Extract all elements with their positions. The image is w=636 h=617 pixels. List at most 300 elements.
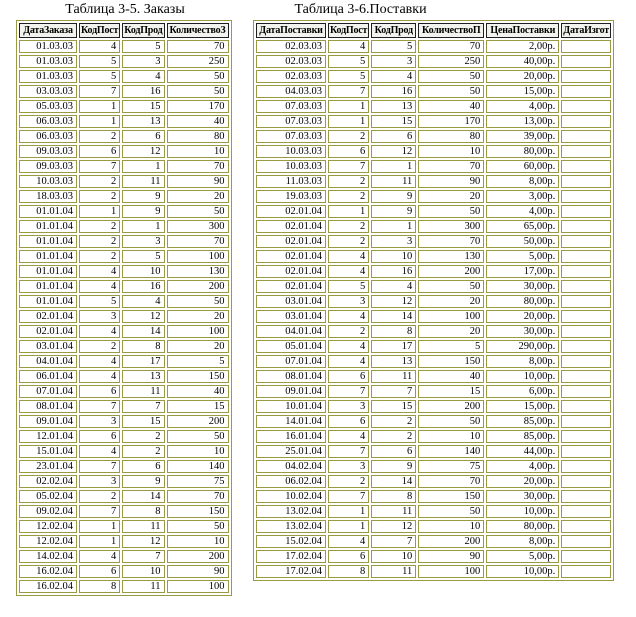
cell: 14	[371, 310, 416, 323]
cell: 15	[122, 415, 164, 428]
cell: 8	[371, 490, 416, 503]
column-header: ДатаИзгот	[563, 25, 609, 36]
cell	[561, 265, 611, 278]
cell: 06.02.04	[256, 475, 326, 488]
cell: 200	[167, 415, 229, 428]
cell: 20,00р.	[486, 70, 559, 83]
cell: 4	[328, 310, 369, 323]
supplies-table-section	[253, 1, 614, 581]
table-row	[256, 550, 611, 563]
cell: 300	[167, 220, 229, 233]
cell: 6	[328, 145, 369, 158]
orders-table-title: Таблица 3-5. Заказы	[65, 2, 185, 17]
cell: 09.03.03	[19, 160, 77, 173]
cell: 15	[167, 400, 229, 413]
cell	[561, 370, 611, 383]
cell: 07.03.03	[256, 130, 326, 143]
cell: 7	[79, 85, 120, 98]
cell: 16	[122, 280, 164, 293]
cell: 30,00р.	[486, 280, 559, 293]
cell: 17	[371, 340, 416, 353]
cell: 5	[122, 40, 164, 53]
cell: 10	[167, 445, 229, 458]
cell: 100	[418, 565, 484, 578]
cell: 03.01.04	[19, 340, 77, 353]
cell: 70	[418, 475, 484, 488]
cell: 12	[371, 295, 416, 308]
cell: 6	[371, 445, 416, 458]
table-row	[256, 280, 611, 293]
cell: 12	[371, 145, 416, 158]
cell: 01.01.04	[19, 295, 77, 308]
cell: 6	[79, 385, 120, 398]
cell: 9	[371, 460, 416, 473]
cell: 9	[122, 475, 164, 488]
cell: 60,00р.	[486, 160, 559, 173]
cell	[561, 400, 611, 413]
cell: 80,00р.	[486, 295, 559, 308]
cell: 80,00р.	[486, 145, 559, 158]
cell: 09.01.04	[256, 385, 326, 398]
cell: 20	[418, 325, 484, 338]
table-row	[19, 340, 229, 353]
table-row	[256, 190, 611, 203]
table-row	[256, 160, 611, 173]
cell: 7	[328, 160, 369, 173]
cell: 4	[328, 250, 369, 263]
cell: 10	[122, 565, 164, 578]
cell: 3,00р.	[486, 190, 559, 203]
table-row	[256, 220, 611, 233]
cell: 40,00р.	[486, 55, 559, 68]
table-row	[19, 265, 229, 278]
table-row	[256, 370, 611, 383]
cell: 20	[418, 295, 484, 308]
cell: 2	[122, 430, 164, 443]
cell: 4	[79, 40, 120, 53]
table-row	[19, 325, 229, 338]
table-row	[256, 310, 611, 323]
table-row	[19, 220, 229, 233]
cell: 4	[328, 40, 369, 53]
cell	[561, 325, 611, 338]
cell: 2	[328, 475, 369, 488]
cell: 10.03.03	[19, 175, 77, 188]
cell: 16	[122, 85, 164, 98]
cell: 150	[167, 370, 229, 383]
cell: 15	[371, 400, 416, 413]
cell: 15	[122, 100, 164, 113]
cell: 02.03.03	[256, 40, 326, 53]
table-row	[256, 355, 611, 368]
cell: 20	[418, 190, 484, 203]
cell: 05.03.03	[19, 100, 77, 113]
cell	[561, 160, 611, 173]
cell: 13.02.04	[256, 520, 326, 533]
cell: 08.01.04	[256, 370, 326, 383]
cell: 9	[371, 190, 416, 203]
cell: 10,00р.	[486, 370, 559, 383]
cell: 50	[167, 430, 229, 443]
cell	[561, 55, 611, 68]
cell: 02.03.03	[256, 70, 326, 83]
cell: 50	[167, 520, 229, 533]
table-row	[19, 280, 229, 293]
cell: 10,00р.	[486, 505, 559, 518]
table-row	[19, 550, 229, 563]
cell: 10	[167, 535, 229, 548]
column-header: КоличествоП	[418, 23, 484, 38]
cell: 6	[79, 430, 120, 443]
cell: 50	[167, 85, 229, 98]
cell: 100	[418, 310, 484, 323]
cell: 07.03.03	[256, 115, 326, 128]
cell: 75	[167, 475, 229, 488]
cell	[561, 40, 611, 53]
cell: 11	[122, 520, 164, 533]
cell: 11	[371, 370, 416, 383]
cell: 5,00р.	[486, 250, 559, 263]
table-row	[256, 430, 611, 443]
cell: 2	[122, 445, 164, 458]
cell: 7	[79, 505, 120, 518]
cell: 8,00р.	[486, 535, 559, 548]
cell: 7	[371, 535, 416, 548]
cell: 50	[167, 295, 229, 308]
table-row	[19, 145, 229, 158]
cell: 8	[328, 565, 369, 578]
cell: 4	[328, 535, 369, 548]
cell: 170	[418, 115, 484, 128]
cell: 130	[418, 250, 484, 263]
cell: 7	[79, 160, 120, 173]
cell: 14	[371, 475, 416, 488]
cell: 7	[328, 490, 369, 503]
cell: 12	[122, 145, 164, 158]
cell: 4	[79, 265, 120, 278]
cell: 39,00р.	[486, 130, 559, 143]
table-row	[19, 40, 229, 53]
cell	[561, 235, 611, 248]
cell: 10,00р.	[486, 565, 559, 578]
table-row	[256, 250, 611, 263]
table-row	[19, 310, 229, 323]
cell: 7	[328, 385, 369, 398]
cell	[561, 220, 611, 233]
cell: 6	[328, 415, 369, 428]
cell: 6,00р.	[486, 385, 559, 398]
cell: 80,00р.	[486, 520, 559, 533]
cell: 50	[167, 205, 229, 218]
header-row	[256, 23, 611, 38]
table-row	[19, 370, 229, 383]
cell: 2	[79, 235, 120, 248]
table-row	[19, 115, 229, 128]
cell: 2	[328, 190, 369, 203]
cell: 4	[79, 370, 120, 383]
cell: 8,00р.	[486, 355, 559, 368]
table-row	[19, 460, 229, 473]
table-row	[19, 175, 229, 188]
cell: 07.01.04	[19, 385, 77, 398]
cell: 01.01.04	[19, 250, 77, 263]
cell: 4,00р.	[486, 460, 559, 473]
cell: 6	[79, 565, 120, 578]
cell: 1	[79, 520, 120, 533]
cell: 20,00р.	[486, 310, 559, 323]
cell: 5	[79, 70, 120, 83]
cell: 25.01.04	[256, 445, 326, 458]
cell	[561, 460, 611, 473]
table-row	[256, 100, 611, 113]
cell: 19.03.03	[256, 190, 326, 203]
cell: 80	[167, 130, 229, 143]
table-row	[19, 520, 229, 533]
cell: 4	[122, 295, 164, 308]
cell: 2	[79, 250, 120, 263]
cell: 150	[167, 505, 229, 518]
table-row	[19, 295, 229, 308]
orders-table-section	[16, 1, 234, 596]
cell: 4	[328, 340, 369, 353]
cell	[561, 430, 611, 443]
cell: 3	[328, 400, 369, 413]
cell: 1	[79, 205, 120, 218]
cell: 03.03.03	[19, 85, 77, 98]
cell	[561, 355, 611, 368]
cell: 4,00р.	[486, 100, 559, 113]
cell: 03.01.04	[256, 310, 326, 323]
table-row	[19, 70, 229, 83]
cell	[561, 145, 611, 158]
cell: 4	[371, 70, 416, 83]
cell: 12.02.04	[19, 535, 77, 548]
cell: 200	[418, 535, 484, 548]
cell: 50	[167, 70, 229, 83]
cell: 11	[371, 565, 416, 578]
cell: 02.03.03	[256, 55, 326, 68]
cell	[561, 85, 611, 98]
cell: 5	[79, 295, 120, 308]
cell: 10.03.03	[256, 145, 326, 158]
cell: 1	[122, 220, 164, 233]
cell: 10	[418, 430, 484, 443]
cell: 01.01.04	[19, 280, 77, 293]
cell: 2	[371, 415, 416, 428]
cell: 13	[371, 100, 416, 113]
column-header: КоличествоЗ	[167, 23, 229, 38]
cell: 3	[328, 295, 369, 308]
cell: 11.03.03	[256, 175, 326, 188]
cell: 1	[328, 115, 369, 128]
cell: 4	[328, 355, 369, 368]
supplies-table-title: Таблица 3-6.Поставки	[294, 2, 427, 17]
cell: 04.03.03	[256, 85, 326, 98]
cell: 2	[328, 175, 369, 188]
cell: 50	[418, 280, 484, 293]
table-row	[19, 355, 229, 368]
cell: 4	[79, 325, 120, 338]
cell: 02.01.04	[19, 325, 77, 338]
table-row	[19, 85, 229, 98]
cell: 02.01.04	[19, 310, 77, 323]
cell: 50,00р.	[486, 235, 559, 248]
cell: 5	[371, 40, 416, 53]
table-row	[19, 415, 229, 428]
table-row	[19, 160, 229, 173]
cell	[561, 550, 611, 563]
cell: 2	[79, 130, 120, 143]
cell: 08.01.04	[19, 400, 77, 413]
table-row	[256, 235, 611, 248]
cell: 01.03.03	[19, 55, 77, 68]
cell: 06.03.03	[19, 115, 77, 128]
cell: 80	[418, 130, 484, 143]
table-row	[19, 430, 229, 443]
cell	[561, 190, 611, 203]
cell: 9	[122, 190, 164, 203]
cell: 70	[418, 235, 484, 248]
cell: 14	[122, 490, 164, 503]
cell: 5	[122, 250, 164, 263]
cell: 6	[371, 130, 416, 143]
cell	[561, 565, 611, 578]
cell	[561, 505, 611, 518]
cell: 4	[122, 70, 164, 83]
cell: 1	[79, 115, 120, 128]
cell: 11	[122, 580, 164, 593]
cell: 90	[418, 175, 484, 188]
cell: 10	[418, 520, 484, 533]
cell: 12.01.04	[19, 430, 77, 443]
cell: 13,00р.	[486, 115, 559, 128]
cell: 15	[371, 115, 416, 128]
cell: 70	[418, 40, 484, 53]
cell: 40	[167, 115, 229, 128]
cell: 90	[418, 550, 484, 563]
cell	[561, 280, 611, 293]
table-row	[256, 295, 611, 308]
cell: 10	[167, 145, 229, 158]
cell: 09.01.04	[19, 415, 77, 428]
column-header: КодПост	[81, 25, 119, 36]
cell: 02.01.04	[256, 250, 326, 263]
cell: 17.02.04	[256, 565, 326, 578]
cell: 50	[418, 205, 484, 218]
cell: 6	[79, 145, 120, 158]
cell: 70	[167, 490, 229, 503]
table-row	[256, 385, 611, 398]
cell: 2	[79, 490, 120, 503]
cell: 2	[79, 340, 120, 353]
cell: 01.01.04	[19, 220, 77, 233]
column-header: КодПрод	[371, 23, 416, 38]
cell: 1	[371, 160, 416, 173]
cell	[561, 520, 611, 533]
cell: 5	[328, 280, 369, 293]
column-header: ДатаЗаказа	[19, 23, 77, 38]
cell: 12	[122, 535, 164, 548]
table-row	[19, 445, 229, 458]
table-row	[19, 130, 229, 143]
cell: 10.02.04	[256, 490, 326, 503]
cell: 250	[418, 55, 484, 68]
cell: 140	[167, 460, 229, 473]
cell: 200	[418, 265, 484, 278]
cell: 13	[122, 115, 164, 128]
cell: 14	[122, 325, 164, 338]
cell: 3	[122, 55, 164, 68]
table-row	[19, 535, 229, 548]
cell	[561, 535, 611, 548]
cell: 4,00р.	[486, 205, 559, 218]
cell: 01.01.04	[19, 205, 77, 218]
cell: 1	[79, 535, 120, 548]
table-row	[256, 55, 611, 68]
cell: 02.02.04	[19, 475, 77, 488]
cell: 17,00р.	[486, 265, 559, 278]
cell: 2	[328, 235, 369, 248]
header-row	[19, 23, 229, 38]
cell	[561, 310, 611, 323]
table-row	[19, 55, 229, 68]
table-row	[256, 175, 611, 188]
cell	[561, 115, 611, 128]
cell: 70	[167, 235, 229, 248]
cell: 50	[418, 505, 484, 518]
table-row	[19, 385, 229, 398]
cell: 10	[122, 265, 164, 278]
cell: 01.01.04	[19, 235, 77, 248]
cell: 04.01.04	[256, 325, 326, 338]
cell: 1	[328, 520, 369, 533]
cell: 12.02.04	[19, 520, 77, 533]
table-row	[256, 265, 611, 278]
cell: 1	[79, 100, 120, 113]
cell: 12	[371, 520, 416, 533]
table-row	[256, 445, 611, 458]
cell: 13	[122, 370, 164, 383]
cell: 03.01.04	[256, 295, 326, 308]
cell: 2	[328, 325, 369, 338]
cell	[561, 175, 611, 188]
cell: 01.01.04	[19, 265, 77, 278]
cell: 17	[122, 355, 164, 368]
cell: 200	[167, 550, 229, 563]
cell	[561, 295, 611, 308]
cell: 20	[167, 310, 229, 323]
cell: 90	[167, 175, 229, 188]
cell: 170	[167, 100, 229, 113]
table-row	[256, 475, 611, 488]
cell: 09.03.03	[19, 145, 77, 158]
column-header: ЦенаПоставки	[486, 23, 559, 38]
cell: 8	[79, 580, 120, 593]
cell: 07.01.04	[256, 355, 326, 368]
cell: 10	[371, 550, 416, 563]
cell: 44,00р.	[486, 445, 559, 458]
cell: 2	[371, 430, 416, 443]
cell: 7	[79, 400, 120, 413]
table-row	[256, 40, 611, 53]
table-row	[256, 415, 611, 428]
table-row	[19, 475, 229, 488]
cell: 16	[371, 265, 416, 278]
cell: 5	[167, 355, 229, 368]
table-row	[19, 205, 229, 218]
cell: 4	[328, 265, 369, 278]
table-row	[256, 70, 611, 83]
